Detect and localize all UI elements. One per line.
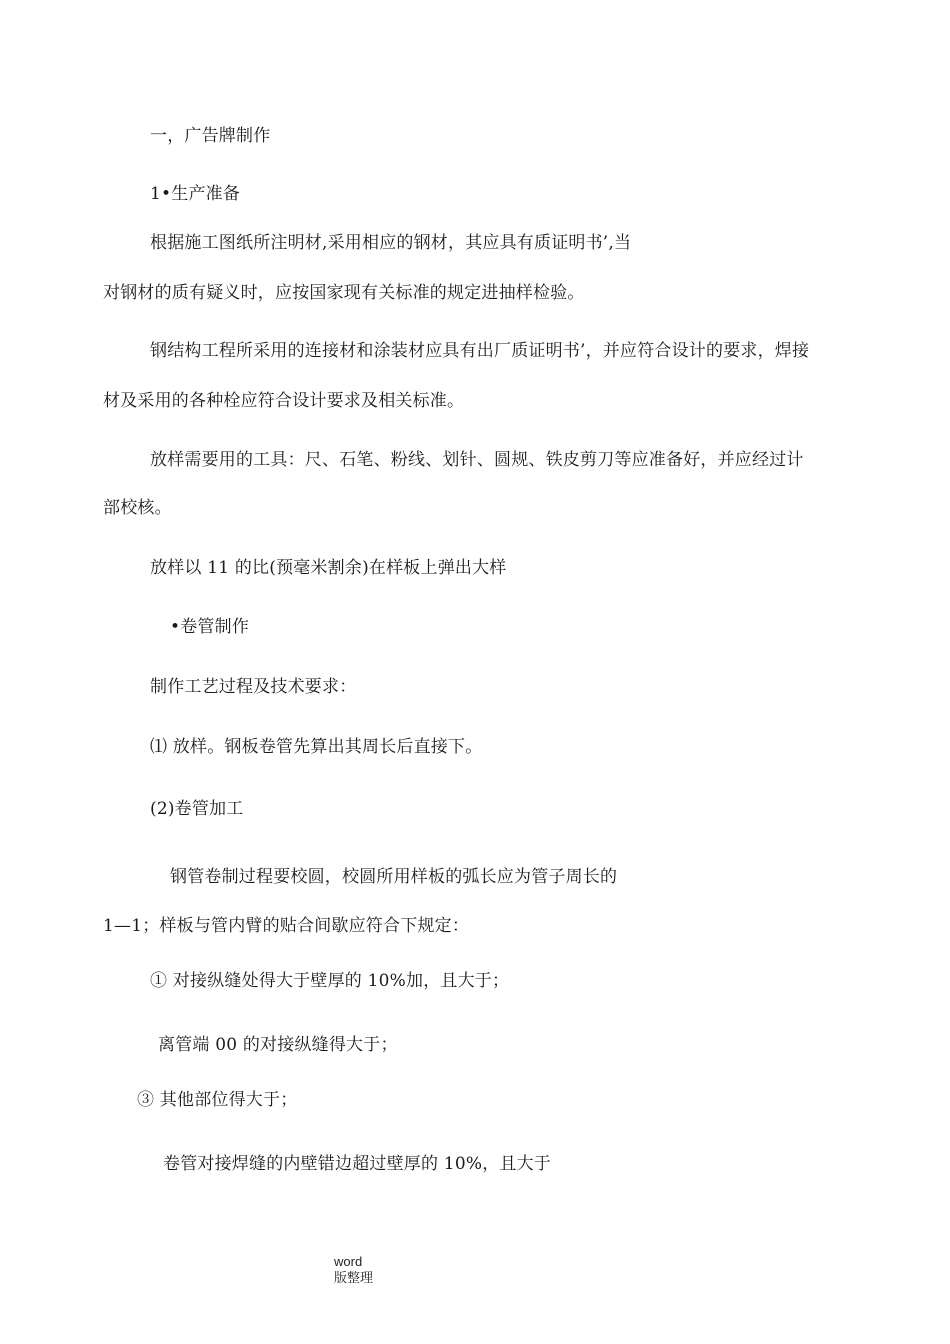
list-item-2: (2)卷管加工 xyxy=(150,799,244,819)
paragraph-3-line-2: 部校核。 xyxy=(103,498,172,518)
requirement-1: ① 对接纵缝处得大于壁厚的 10%加，且大于； xyxy=(150,971,510,991)
paragraph-1-line-2: 对钢材的质有疑义时，应按国家现有关标准的规定进抽样检验。 xyxy=(103,283,585,303)
requirement-3: ③ 其他部位得大于； xyxy=(137,1090,298,1110)
footer-edition-label: 版整理 xyxy=(334,1271,374,1286)
paragraph-2-line-1: 钢结构工程所采用的连接材和涂装材应具有出厂质证明书’，并应符合设计的要求，焊接 xyxy=(150,341,810,361)
paragraph-4: 放样以 11 的比(预毫米割余)在样板上弹出大样 xyxy=(150,558,507,578)
paragraph-6-line-1: 钢管卷制过程要校圆，校圆所用样板的弧长应为管子周长的 xyxy=(170,867,618,887)
paragraph-2-line-2: 材及采用的各种栓应符合设计要求及相关标准。 xyxy=(103,391,465,411)
paragraph-1-line-1: 根据施工图纸所注明材,采用相应的钢材，其应具有质证明书’,当 xyxy=(150,233,632,253)
paragraph-3-line-1: 放样需要用的工具：尺、石笔、粉线、划针、圆规、铁皮剪刀等应准备好，并应经过计 xyxy=(150,450,804,470)
footer-word-label: word xyxy=(334,1254,363,1269)
requirement-2: 离管端 00 的对接纵缝得大于； xyxy=(158,1035,398,1055)
heading: 一，广告牌制作 xyxy=(150,126,271,146)
section-title-production-prep: 1•生产准备 xyxy=(150,184,241,204)
paragraph-6-line-2: 1—1；样板与管内臂的贴合间歇应符合下规定： xyxy=(103,916,470,936)
list-item-1: ⑴ 放样。钢板卷管先算出其周长后直接下。 xyxy=(150,737,483,757)
paragraph-5: 制作工艺过程及技术要求： xyxy=(150,677,357,697)
section-title-pipe-rolling: •卷管制作 xyxy=(170,617,250,637)
paragraph-7: 卷管对接焊缝的内壁错边超过壁厚的 10%，且大于 xyxy=(163,1154,551,1174)
